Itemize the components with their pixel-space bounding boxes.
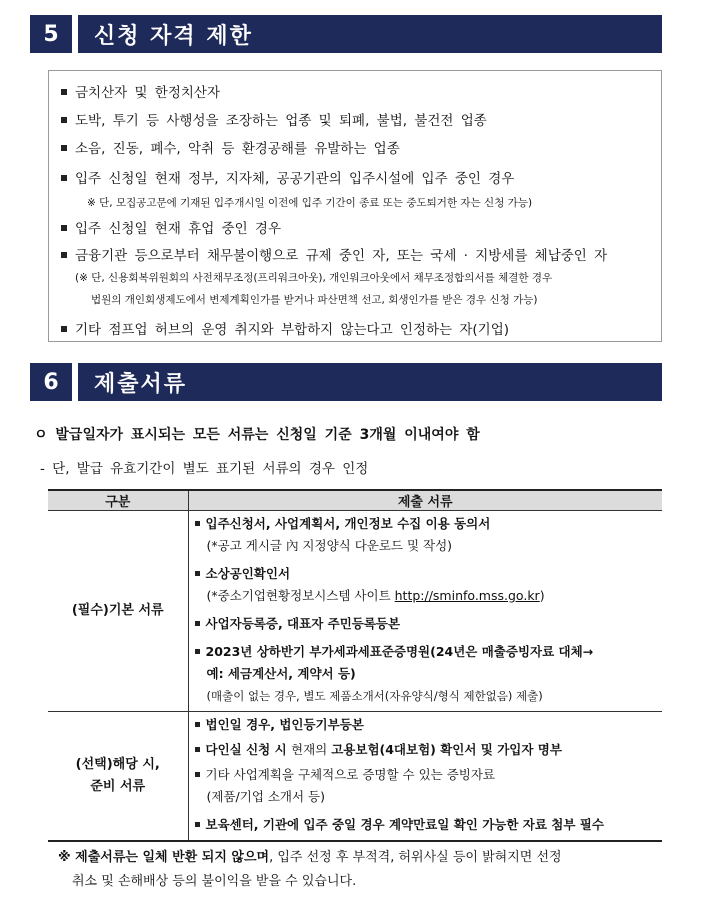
sminfo-link[interactable]: http://sminfo.mss.go.kr — [394, 588, 540, 603]
section-5-number: 5 — [30, 15, 72, 53]
restriction-item: 입주 신청일 현재 정부, 지자체, 공공기관의 입주시설에 입주 중인 경우 — [61, 167, 514, 187]
document-sub-note: (*중소기업현황정보시스템 사이트 http://sminfo.mss.go.kr) — [206, 588, 545, 603]
validity-exception-notice: - 단, 발급 유효기간이 별도 표기된 서류의 경우 인정 — [40, 461, 369, 477]
document-item-continued: 예: 세금계산서, 계약서 등) — [206, 666, 356, 681]
section-5-header — [30, 15, 662, 53]
category-optional: (선택)해당 시, 준비 서류 — [48, 712, 188, 842]
document-item: 소상공인확인서 — [195, 563, 663, 585]
column-header-category: 구분 — [48, 490, 188, 511]
required-documents-table — [48, 489, 662, 842]
category-required: (필수)기본 서류 — [48, 511, 188, 712]
document-sub-note: (제품/기업 소개서 등) — [206, 789, 326, 804]
restriction-item: 소음, 진동, 폐수, 악취 등 환경공해를 유발하는 업종 — [61, 137, 400, 157]
document-item: 사업자등록증, 대표자 주민등록등본 — [195, 613, 663, 635]
section-6-title: 제출서류 — [78, 363, 662, 401]
eligibility-restrictions-box — [48, 70, 662, 342]
column-header-documents: 제출 서류 — [188, 490, 662, 511]
table-header-row — [48, 490, 662, 511]
restriction-note: (※ 단, 신용회복위원회의 사전채무조정(프리워크아웃), 개인워크아웃에서 채무조정합의서를 체결한 경우 — [75, 272, 553, 284]
restriction-note: 법원의 개인회생제도에서 변제계획인가를 받거나 파산면책 선고, 회생인가를 받은 경우 신청 가능) — [91, 294, 538, 306]
section-5-title: 신청 자격 제한 — [78, 15, 662, 53]
restriction-item: 금치산자 및 한정치산자 — [61, 81, 220, 101]
required-documents-list — [188, 511, 662, 712]
document-item: 법인일 경우, 법인등기부등본 — [195, 714, 663, 736]
optional-documents-list — [188, 712, 662, 842]
restriction-note: ※ 단, 모집공고문에 기재된 입주개시일 이전에 입주 기간이 종료 또는 중도퇴거한 자는 신청 가능) — [87, 197, 533, 209]
table-row-optional — [48, 712, 662, 842]
non-return-notice: ※ 제출서류는 일체 반환 되지 않으며, 입주 선정 후 부적격, 허위사실 등이 밝혀지면 선정 취소 및 손해배상 등의 불이익을 받을 수 있습니다. — [58, 850, 562, 889]
document-sub-note: (*공고 게시글 內 지정양식 다운로드 및 작성) — [206, 538, 453, 553]
restriction-item: 기타 점프업 허브의 운영 취지와 부합하지 않는다고 인정하는 자(기업) — [61, 318, 509, 338]
restriction-item: 입주 신청일 현재 휴업 중인 경우 — [61, 217, 281, 237]
section-6-number: 6 — [30, 363, 72, 401]
section-6-header — [30, 363, 662, 401]
restriction-item: 도박, 투기 등 사행성을 조장하는 업종 및 퇴폐, 불법, 불건전 업종 — [61, 109, 487, 129]
document-item: 다인실 신청 시 현재의 고용보험(4대보험) 확인서 및 가입자 명부 — [195, 739, 663, 761]
table-row-required — [48, 511, 662, 712]
document-item: 입주신청서, 사업계획서, 개인정보 수집 이용 동의서 — [195, 513, 663, 535]
document-item: 보육센터, 기관에 입주 중일 경우 계약만료일 확인 가능한 자료 첨부 필수 — [195, 814, 663, 836]
issue-date-notice: ㅇ 발급일자가 표시되는 모든 서류는 신청일 기준 3개월 이내여야 함 — [34, 427, 480, 443]
document-item: 기타 사업계획을 구체적으로 증명할 수 있는 증빙자료 — [195, 764, 663, 786]
document-item: 2023년 상하반기 부가세과세표준증명원(24년은 매출증빙자료 대체→ — [195, 641, 663, 663]
restriction-item: 금융기관 등으로부터 채무불이행으로 규제 중인 자, 또는 국세 · 지방세를 체납중인 자 — [61, 244, 607, 264]
document-sub-note: (매출이 없는 경우, 별도 제품소개서(자유양식/형식 제한없음) 제출) — [206, 689, 543, 703]
